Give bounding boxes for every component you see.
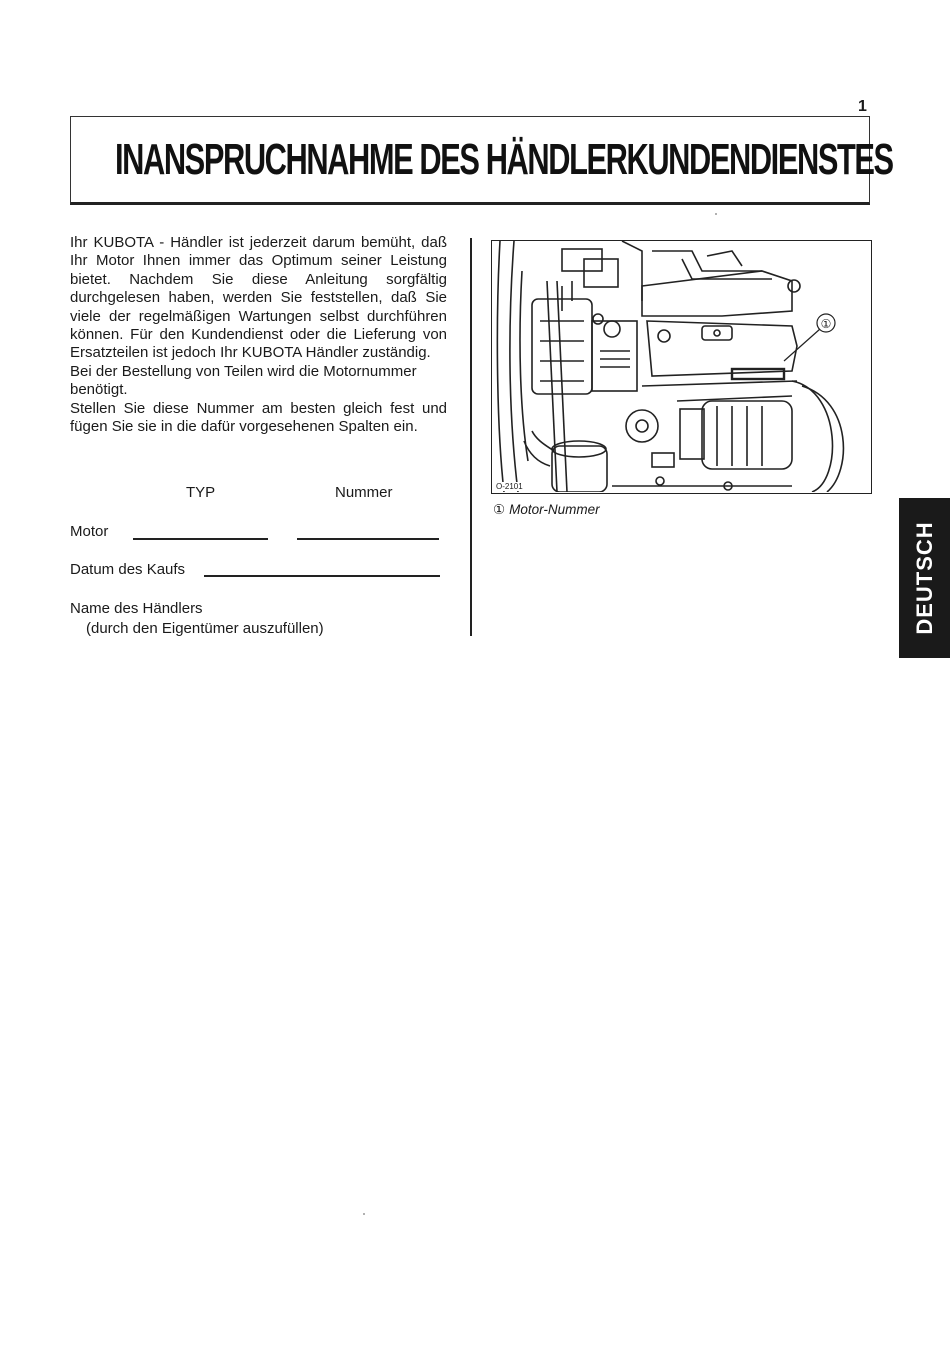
dealer-name-label: Name des Händlers — [70, 600, 203, 617]
figure-callout-1: ① — [820, 317, 832, 331]
column-divider — [470, 238, 472, 636]
language-tab-label: DEUTSCH — [911, 521, 937, 635]
motor-typ-field[interactable] — [133, 538, 268, 540]
title-box — [70, 116, 893, 205]
engine-illustration — [491, 240, 872, 494]
page-title: INANSPRUCHNAHME DES HÄNDLERKUNDENDIENSTES — [115, 135, 893, 184]
instruction-paragraph: Stellen Sie diese Nummer am besten gleich fest und fügen Sie sie in die dafür vorgesehenen Spalten ein. — [70, 399, 447, 436]
page-number: 1 — [858, 98, 867, 115]
caption-number: ① — [493, 502, 506, 517]
scan-speck — [363, 1213, 365, 1215]
motor-label: Motor — [70, 523, 109, 540]
language-tab — [899, 498, 950, 658]
purchase-date-field[interactable] — [204, 575, 440, 577]
purchase-date-label: Datum des Kaufs — [70, 561, 186, 578]
figure-caption — [493, 502, 600, 518]
column-header-nummer: Nummer — [335, 484, 393, 501]
intro-paragraph: Ihr KUBOTA - Händler ist jederzeit darum bemüht, daß Ihr Motor Ihnen immer das Optimum seiner Leistung bietet. Nachdem Sie diese Anleitung sorgfältig durchgelesen haben, werden Sie feststellen, daß Sie viele der regelmäßigen Wartungen selbst durchführen können. Für den Kundendienst oder die Lieferung von Ersatzteilen ist jedoch Ihr KUBOTA Händler zuständig. — [70, 234, 447, 362]
parts-order-paragraph: Bei der Bestellung von Teilen wird die Motornummer benötigt. — [70, 362, 417, 399]
column-header-typ: TYP — [186, 484, 216, 501]
engine-drawing — [492, 241, 870, 492]
figure-code: O-2101 — [496, 482, 523, 491]
scan-speck — [715, 213, 717, 215]
intro-text — [70, 234, 447, 436]
dealer-name-note: (durch den Eigentümer auszufüllen) — [86, 620, 324, 637]
motor-number-field[interactable] — [297, 538, 439, 540]
caption-text: Motor-Nummer — [509, 502, 600, 517]
